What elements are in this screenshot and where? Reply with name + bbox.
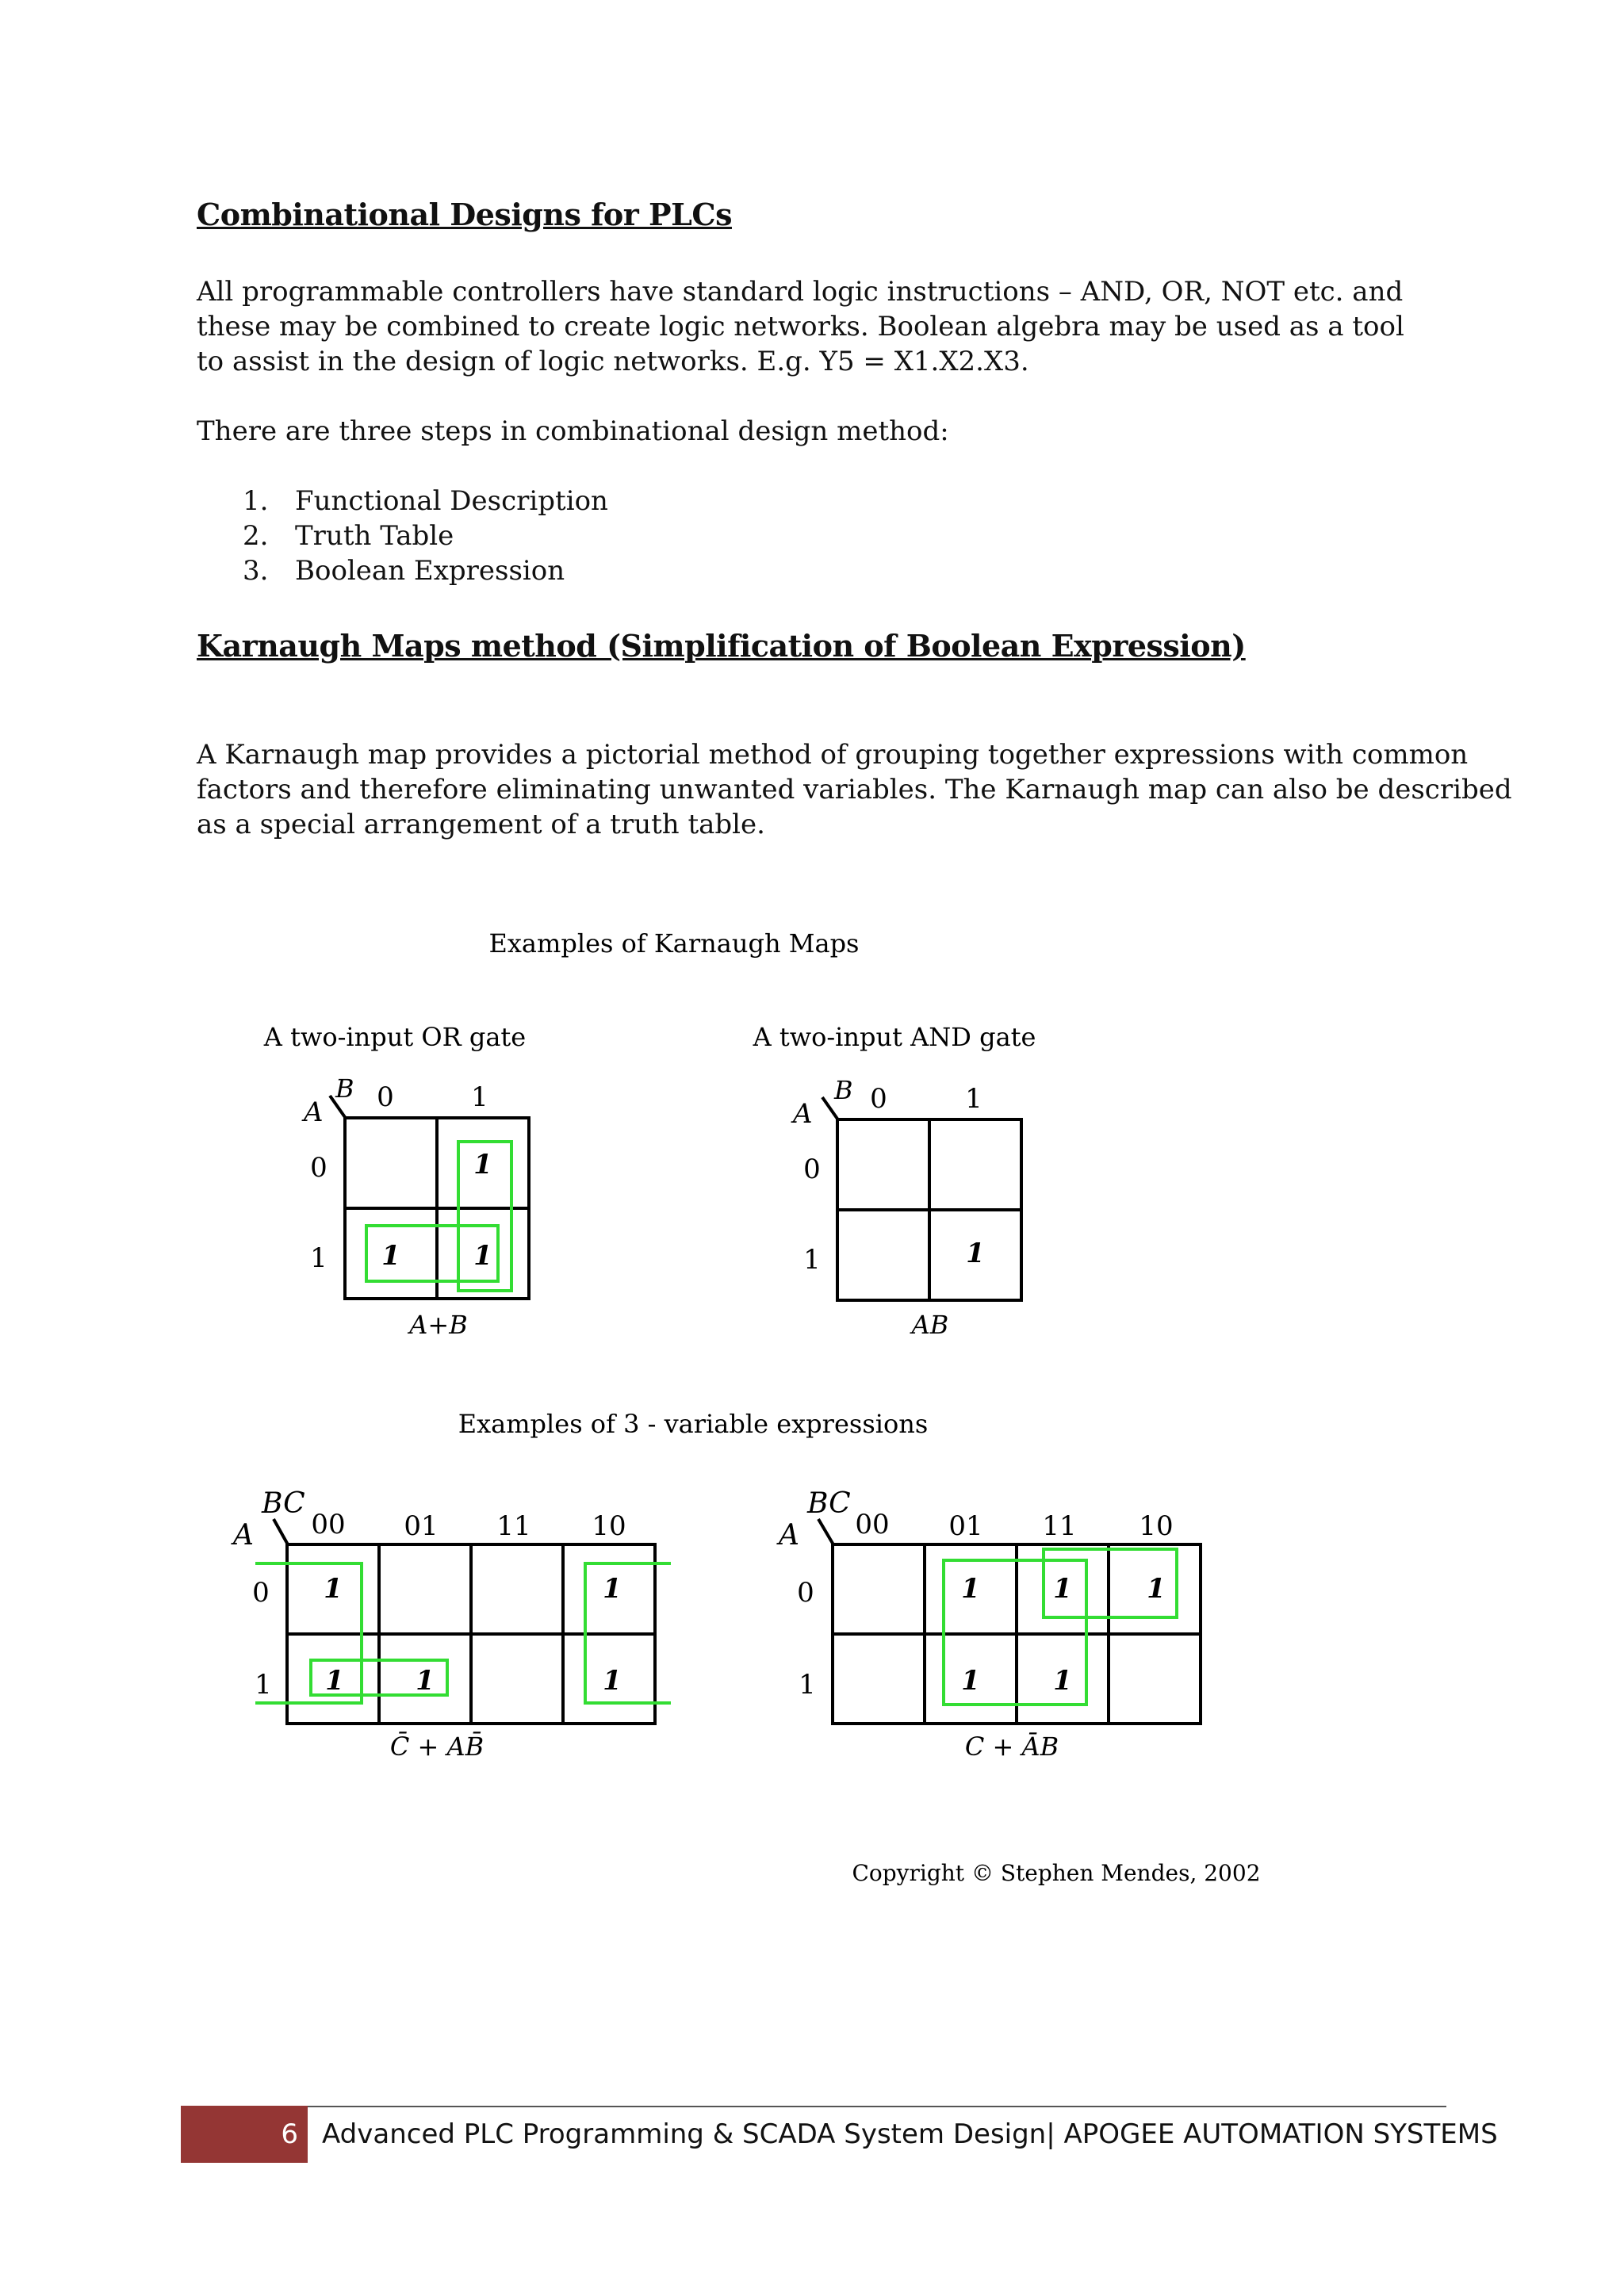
section-heading-combinational: Combinational Designs for PLCs <box>197 197 732 232</box>
kmap-col-label: 0 <box>870 1083 887 1115</box>
text-line: All programmable controllers have standard logic instructions – AND, OR, NOT etc. and <box>197 276 1404 308</box>
intro-paragraph <box>197 274 1434 379</box>
kmap-cell: 1 <box>961 1665 980 1697</box>
kmap-row-var: A <box>304 1096 324 1128</box>
kmap-cell: 1 <box>603 1665 622 1697</box>
kmap-row-label: 0 <box>310 1152 327 1184</box>
kmap-cell: 1 <box>1053 1573 1072 1605</box>
kmap-and <box>791 1075 1021 1340</box>
map-caption-and: A two-input AND gate <box>753 1022 1036 1052</box>
list-number: 2. <box>243 520 269 552</box>
kmap-row-var: A <box>793 1098 813 1130</box>
list-item <box>243 553 608 588</box>
list-item <box>243 484 608 519</box>
kmap-row-label: 1 <box>310 1242 327 1274</box>
list-text: Functional Description <box>295 485 608 517</box>
kmap-row-label: 1 <box>803 1244 821 1276</box>
kmap-row-label: 0 <box>252 1577 270 1609</box>
kmap-cell: 1 <box>324 1573 343 1605</box>
text-line: A Karnaugh map provides a pictorial method of grouping together expressions with common <box>197 739 1469 771</box>
list-number: 3. <box>243 555 269 587</box>
text-line: these may be combined to create logic networks. Boolean algebra may be used as a tool <box>197 311 1404 342</box>
kmap-expression: A+B <box>409 1310 468 1340</box>
kmap-row-var: A <box>779 1519 799 1552</box>
kmap-cell: 1 <box>416 1665 435 1697</box>
kmap-col-label: 01 <box>404 1510 439 1542</box>
steps-intro: There are three steps in combinational design method: <box>197 415 949 447</box>
kmap-cell: 1 <box>603 1573 622 1605</box>
list-item <box>243 519 608 553</box>
kmap-3var-right <box>776 1487 1201 1762</box>
copyright-text: Copyright © Stephen Mendes, 2002 <box>852 1860 1261 1886</box>
footer-title: Advanced PLC Programming & SCADA System Design| APOGEE AUTOMATION SYSTEMS <box>322 2118 1498 2150</box>
section-heading-karnaugh: Karnaugh Maps method (Simplification of Boolean Expression) <box>197 628 1246 664</box>
kmap-cell: 1 <box>473 1240 492 1272</box>
kmap-col-label: 10 <box>1139 1510 1174 1542</box>
kmap-3var-left <box>231 1487 671 1762</box>
kmap-or <box>301 1073 529 1340</box>
kmap-cell: 1 <box>961 1573 980 1605</box>
kmap-cell: 1 <box>381 1240 400 1272</box>
figure-title: Examples of Karnaugh Maps <box>488 928 860 959</box>
list-text: Boolean Expression <box>295 555 565 587</box>
kmap-col-label: 11 <box>496 1510 531 1542</box>
kmap-cell: 1 <box>966 1238 985 1269</box>
figure-subtitle: Examples of 3 - variable expressions <box>458 1409 929 1439</box>
list-number: 1. <box>243 485 269 517</box>
kmap-col-label: 00 <box>855 1509 890 1540</box>
kmap-expression: C + ĀB <box>964 1732 1059 1762</box>
kmap-diagonal <box>818 1519 834 1546</box>
text-line: factors and therefore eliminating unwanted variables. The Karnaugh map can also be described <box>197 774 1512 806</box>
karnaugh-figure <box>0 912 1624 1911</box>
kmap-col-label: 0 <box>377 1081 394 1113</box>
kmap-cell: 1 <box>473 1149 492 1181</box>
list-text: Truth Table <box>295 520 454 552</box>
text-line: as a special arrangement of a truth table. <box>197 809 765 840</box>
text-line: to assist in the design of logic networks. E.g. Y5 = X1.X2.X3. <box>197 346 1029 377</box>
kmap-diagonal <box>274 1519 289 1546</box>
kmap-row-label: 1 <box>799 1669 816 1701</box>
kmap-col-var: BC <box>262 1487 305 1520</box>
kmap-col-var: B <box>335 1073 354 1104</box>
kmap-expression: AB <box>911 1310 949 1340</box>
kmap-col-label: 1 <box>471 1081 488 1113</box>
kmap-col-label: 10 <box>592 1510 626 1542</box>
kmap-col-label: 11 <box>1042 1510 1077 1542</box>
kmap-col-var: B <box>834 1075 853 1105</box>
kmap-col-label: 01 <box>948 1510 983 1542</box>
kmap-row-label: 1 <box>255 1669 272 1701</box>
kmap-cell: 1 <box>325 1665 344 1697</box>
page-number: 6 <box>281 2118 298 2150</box>
kmap-col-label: 00 <box>311 1509 346 1540</box>
kmap-cell: 1 <box>1053 1665 1072 1697</box>
kmap-col-var: BC <box>807 1487 851 1520</box>
kmap-row-label: 0 <box>797 1577 814 1609</box>
karnaugh-paragraph <box>197 737 1512 842</box>
kmap-col-label: 1 <box>965 1083 982 1115</box>
map-caption-or: A two-input OR gate <box>263 1022 527 1052</box>
kmap-expression: C̄ + AB̄ <box>389 1732 485 1762</box>
steps-list <box>243 484 608 588</box>
kmap-row-label: 0 <box>803 1154 821 1185</box>
kmap-cell: 1 <box>1147 1573 1166 1605</box>
kmap-row-var: A <box>233 1519 254 1552</box>
